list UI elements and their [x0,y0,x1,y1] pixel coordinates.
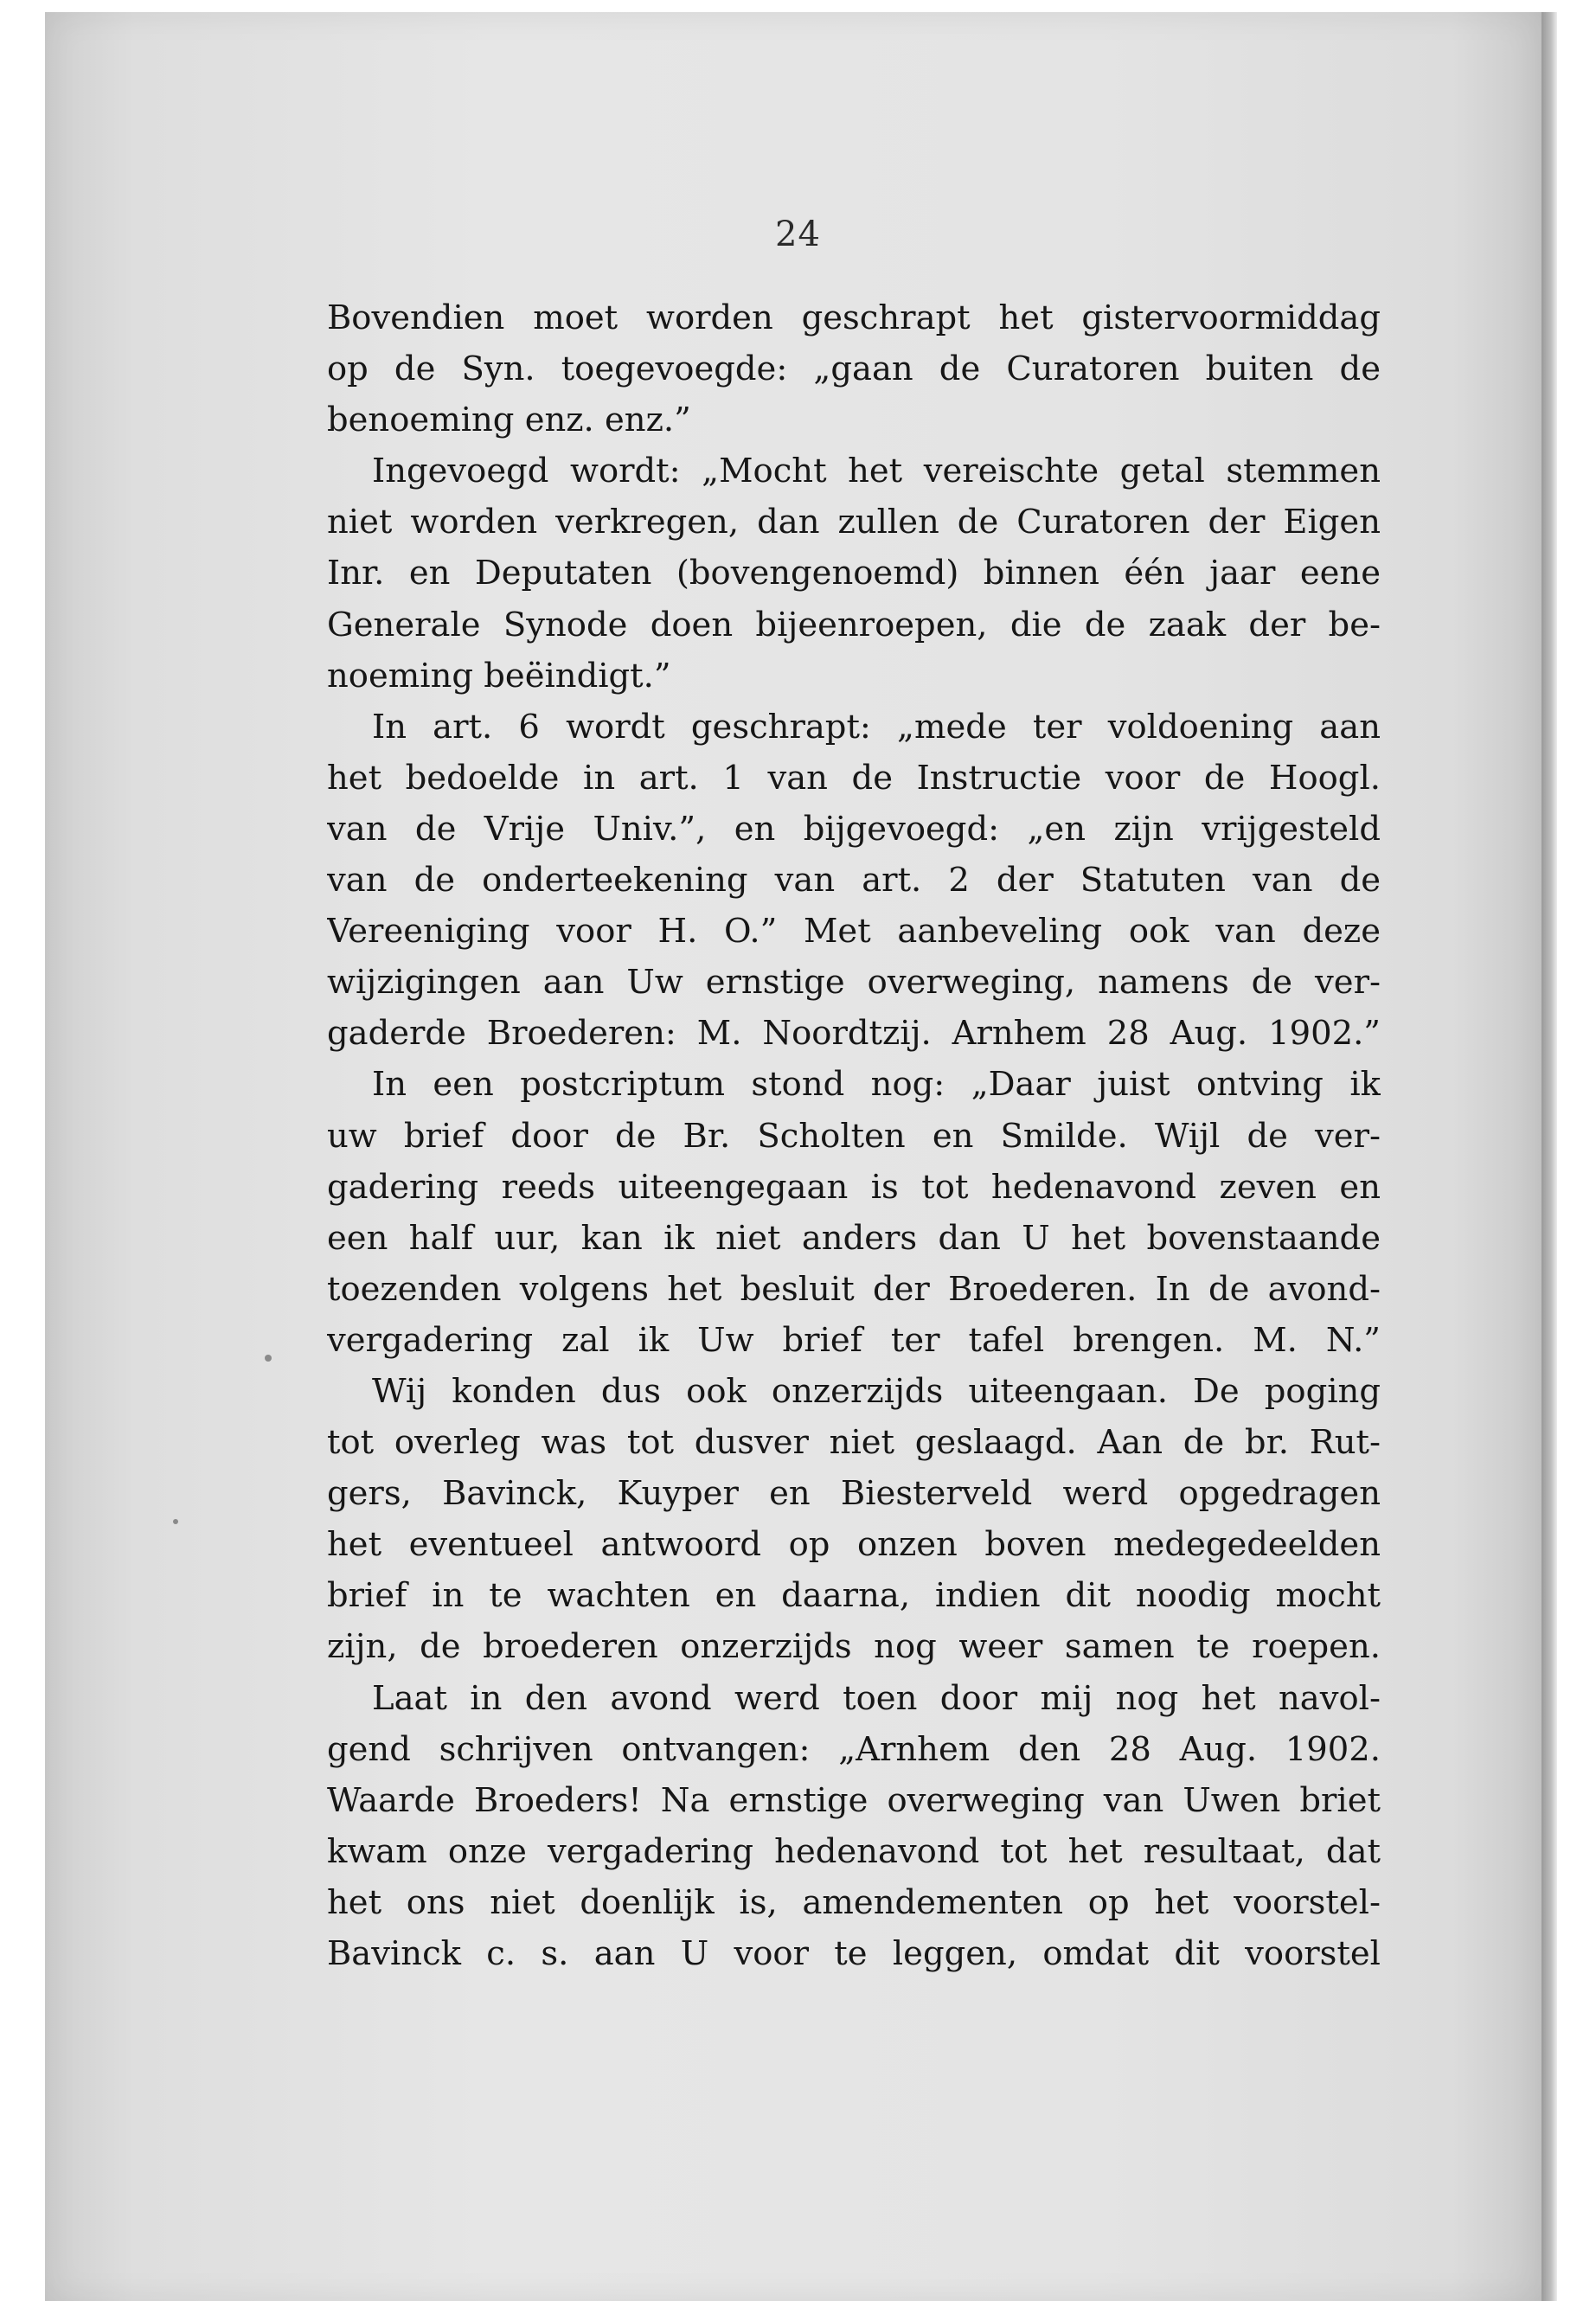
text-line: toezenden volgens het besluit der Broederen. In de avond- [327,1269,1381,1309]
text-line: Laat in den avond werd toen door mij nog het navol- [372,1678,1381,1718]
text-line: noeming beëindigt.” [327,656,671,695]
text-line: brief in te wachten en daarna, indien dit noodig mocht [327,1576,1381,1616]
text-line: Wij konden dus ook onzerzijds uiteengaan. De poging [372,1371,1381,1411]
text-line: In art. 6 wordt geschrapt: „mede ter voldoening aan [372,707,1381,747]
text-line: een half uur, kan ik niet anders dan U het bovenstaande [327,1218,1381,1258]
text-line: benoeming enz. enz.” [327,401,691,440]
text-line: niet worden verkregen, dan zullen de Curatoren der Eigen [327,503,1381,542]
paper-speck [173,1519,178,1524]
text-line: uw brief door de Br. Scholten en Smilde. Wijl de ver- [327,1116,1381,1156]
text-line: het ons niet doenlijk is, amendementen op het voorstel- [327,1882,1381,1922]
text-line: Bavinck c. s. aan U voor te leggen, omdat dit voorstel [327,1934,1381,1973]
text-line: Generale Synode doen bijeenroepen, die de zaak der be- [327,605,1381,644]
text-line: Bovendien moet worden geschrapt het gistervoormiddag [327,298,1381,337]
text-line: Vereeniging voor H. O.” Met aanbeveling ook van deze [327,912,1381,952]
text-line: gadering reeds uiteengegaan is tot hedenavond zeven en [327,1167,1381,1207]
text-line: op de Syn. toegevoegde: „gaan de Curatoren buiten de [327,349,1381,389]
text-line: vergadering zal ik Uw brief ter tafel brengen. M. N.” [327,1320,1381,1360]
page-edge-shadow [1542,12,1557,2301]
text-line: het bedoelde in art. 1 van de Instructie voor de Hoogl. [327,758,1381,798]
text-line: In een postcriptum stond nog: „Daar juist ontving ik [372,1065,1381,1105]
text-line: kwam onze vergadering hedenavond tot het resultaat, dat [327,1831,1381,1871]
page-number: 24 [775,215,821,254]
text-line: wijzigingen aan Uw ernstige overweging, namens de ver- [327,963,1381,1003]
text-line: gers, Bavinck, Kuyper en Biesterveld werd opgedragen [327,1474,1381,1514]
body-text [327,292,1381,1979]
text-line: gend schrijven ontvangen: „Arnhem den 28 Aug. 1902. [327,1729,1381,1769]
text-line: gaderde Broederen: M. Noordtzij. Arnhem 28 Aug. 1902.” [327,1014,1381,1054]
text-line: Inr. en Deputaten (bovengenoemd) binnen één jaar eene [327,554,1381,593]
text-line: zijn, de broederen onzerzijds nog weer samen te roepen. [327,1627,1381,1667]
text-line: tot overleg was tot dusver niet geslaagd. Aan de br. Rut- [327,1423,1381,1463]
text-line: Ingevoegd wordt: „Mocht het vereischte getal stemmen [372,452,1381,491]
text-line: Waarde Broeders! Na ernstige overweging van Uwen briet [327,1780,1381,1820]
text-line: het eventueel antwoord op onzen boven medegedeelden [327,1525,1381,1565]
text-line: van de onderteekening van art. 2 der Statuten van de [327,861,1381,901]
paper-speck [265,1355,272,1362]
text-line: van de Vrije Univ.”, en bijgevoegd: „en zijn vrijgesteld [327,809,1381,849]
